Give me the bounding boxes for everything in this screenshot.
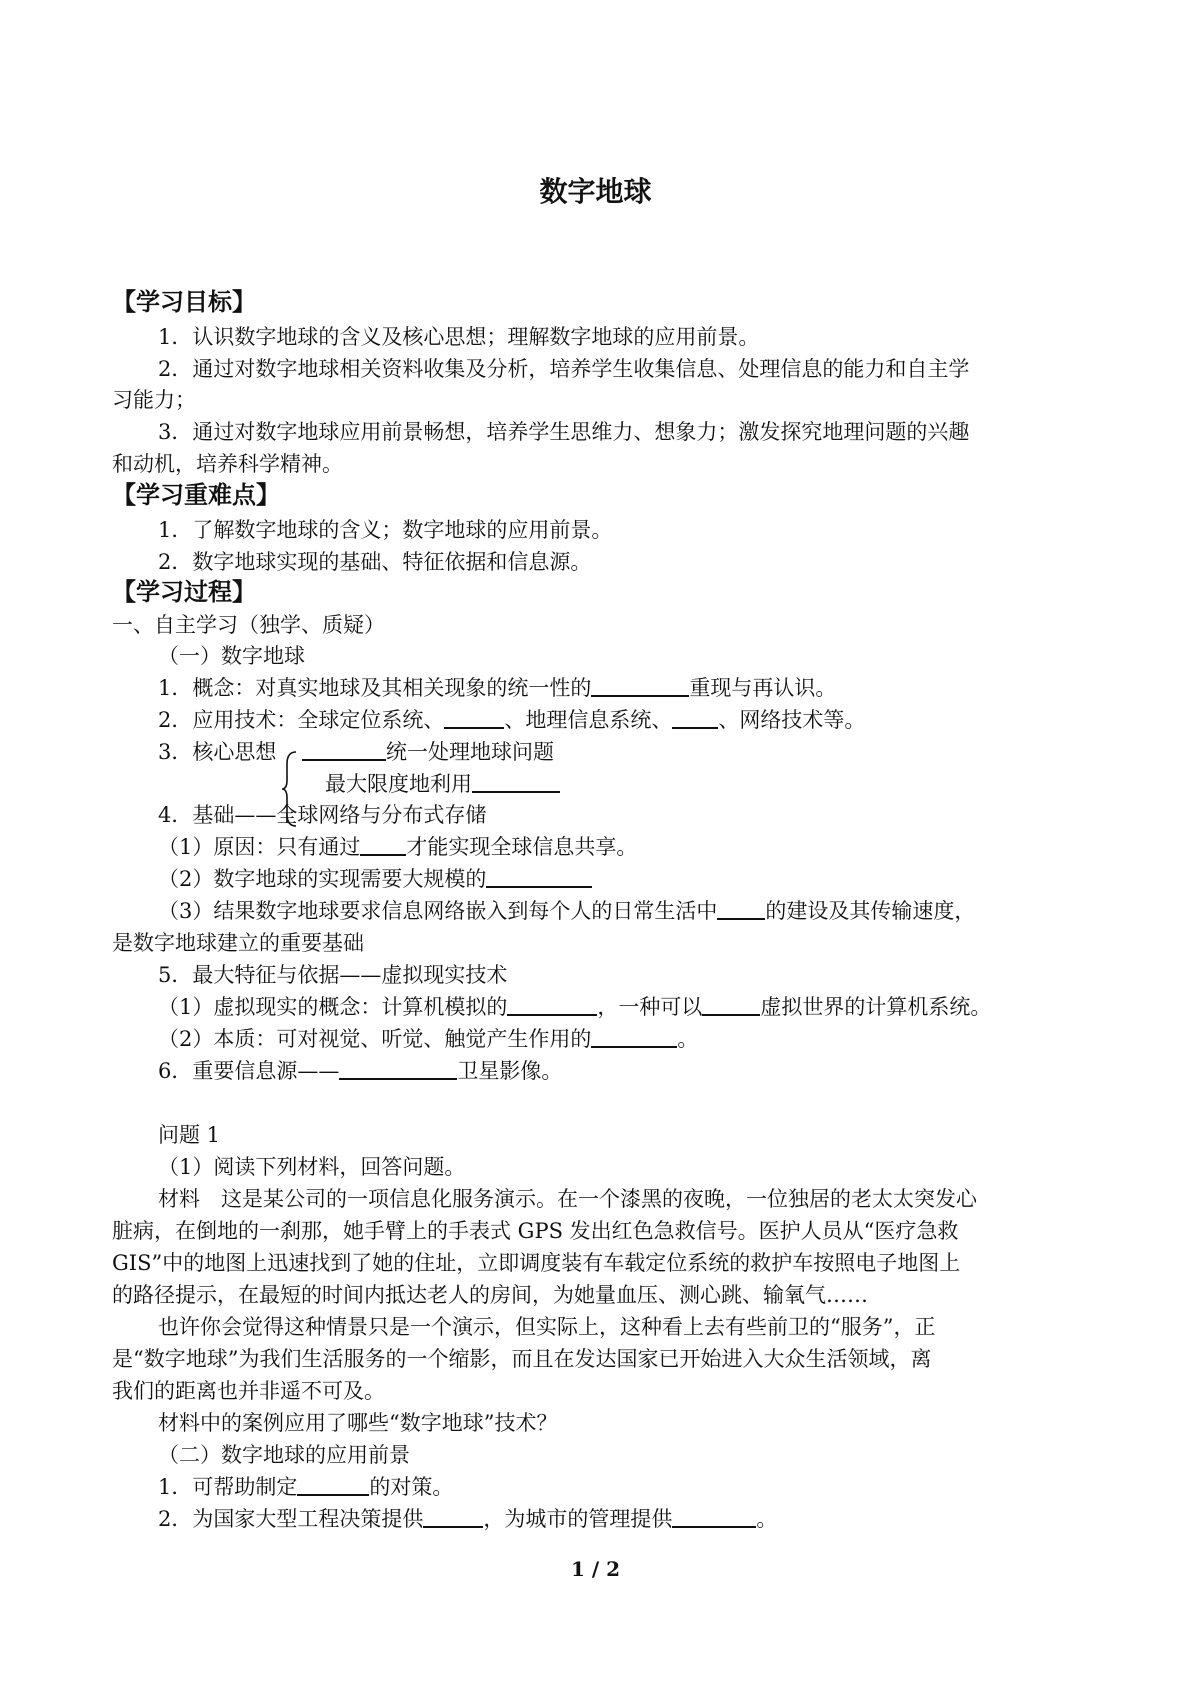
goal-1: 1．认识数字地球的含义及核心思想；理解数字地球的应用前景。: [158, 325, 760, 349]
basis-need: [158, 864, 592, 894]
material-line-4: 的路径提示，在最短的时间内抵达老人的房间，为她量血压、测心跳、输氧气……: [112, 1283, 868, 1307]
basis-heading: 4．基础——全球网络与分布式存储: [158, 803, 487, 827]
core-idea-2: [325, 769, 560, 799]
application-1: [158, 1472, 453, 1502]
keypoint-1: 1．了解数字地球的含义；数字地球的应用前景。: [158, 518, 613, 542]
vr-essence-end: 。: [677, 1027, 699, 1051]
goal-3a: 3．通过对数字地球应用前景畅想，培养学生思维力、想象力；激发探究地理问题的兴趣: [158, 420, 970, 444]
question-1-label: 问题 1: [158, 1123, 221, 1147]
material-line-6: 是“数字地球”为我们生活服务的一个缩影，而且在发达国家已开始进入大众生活领域，离: [112, 1347, 932, 1371]
vr-concept-text: （1）虚拟现实的概念：计算机模拟的: [158, 995, 508, 1019]
blank-5: [472, 771, 560, 793]
blank-11: [591, 1026, 677, 1048]
basis-reason-text: （1）原因：只有通过: [158, 835, 361, 859]
info-source-end: 卫星影像。: [457, 1059, 563, 1083]
basis-need-text: （2）数字地球的实现需要大规模的: [158, 867, 487, 891]
goal-2b: 习能力；: [112, 388, 196, 412]
basis-reason: [158, 832, 637, 862]
core-idea-label: 3．核心思想: [158, 740, 277, 764]
blank-10: [702, 994, 760, 1016]
application-1-end: 的对策。: [369, 1475, 454, 1499]
blank-14: [423, 1506, 483, 1528]
concept-text: 1．概念：对真实地球及其相关现象的统一性的: [158, 676, 592, 700]
blank-7: [486, 866, 592, 888]
blank-6: [360, 834, 406, 856]
material-line-5: 也许你会觉得这种情景只是一个演示，但实际上，这种看上去有些前卫的“服务”，正: [158, 1315, 936, 1339]
vr-concept-end: 虚拟世界的计算机系统。: [760, 995, 992, 1019]
vr-essence-text: （2）本质：可对视觉、听觉、触觉产生作用的: [158, 1027, 592, 1051]
blank-1: [591, 675, 689, 697]
material-line-7: 我们的距离也并非遥不可及。: [112, 1379, 385, 1403]
tech-text: 2．应用技术：全球定位系统、: [158, 708, 445, 732]
material-question: 材料中的案例应用了哪些“数字地球”技术？: [158, 1411, 558, 1435]
concept-text-end: 重现与再认识。: [689, 676, 837, 700]
blank-3: [672, 707, 718, 729]
section-heading-process: 【学习过程】: [112, 578, 256, 606]
info-source-text: 6．重要信息源——: [158, 1059, 340, 1083]
subsection-1: （一）数字地球: [158, 644, 305, 668]
blank-9: [507, 994, 597, 1016]
goal-2a: 2．通过对数字地球相关资料收集及分析，培养学生收集信息、处理信息的能力和自主学: [158, 357, 970, 381]
info-source: [158, 1056, 562, 1086]
core-idea-1: [302, 737, 554, 767]
application-1-text: 1．可帮助制定: [158, 1475, 298, 1499]
blank-2: [444, 707, 504, 729]
section-heading-goals: 【学习目标】: [112, 288, 256, 316]
doc-title: 数字地球: [539, 175, 652, 208]
material-line-3: GIS”中的地图上迅速找到了她的住址，立即调度装有车载定位系统的救护车按照电子地图上: [112, 1251, 961, 1275]
material-line-2: 脏病，在倒地的一刹那，她手臂上的手表式 GPS 发出红色急救信号。医护人员从“医疗急救: [112, 1219, 959, 1243]
application-2-mid: ，为城市的管理提供: [483, 1507, 673, 1531]
vr-essence: [158, 1024, 698, 1054]
blank-4: [302, 739, 386, 761]
basis-result-text: （3）结果数字地球要求信息网络嵌入到每个人的日常生活中: [158, 899, 718, 923]
part-one-heading: 一、自主学习（独学、质疑）: [112, 613, 385, 637]
blank-12: [339, 1058, 457, 1080]
basis-reason-end: 才能实现全球信息共享。: [406, 835, 638, 859]
subsection-2: （二）数字地球的应用前景: [158, 1443, 410, 1467]
feature-heading: 5．最大特征与依据——虚拟现实技术: [158, 963, 508, 987]
basis-result-end: 的建设及其传输速度，: [765, 899, 976, 923]
blank-15: [672, 1506, 756, 1528]
keypoint-2: 2．数字地球实现的基础、特征依据和信息源。: [158, 550, 592, 574]
tech-text-end: 、网络技术等。: [718, 708, 866, 732]
question-1-part-1: （1）阅读下列材料，回答问题。: [158, 1155, 466, 1179]
blank-13: [297, 1474, 369, 1496]
core-idea-2-text: 最大限度地利用: [325, 772, 472, 796]
application-2-end: 。: [756, 1507, 778, 1531]
goal-3b: 和动机，培养科学精神。: [112, 452, 343, 476]
application-2: [158, 1504, 777, 1534]
application-2-text: 2．为国家大型工程决策提供: [158, 1507, 424, 1531]
blank-8: [717, 898, 765, 920]
page-number: 1 / 2: [570, 1557, 621, 1581]
basis-result-cont: 是数字地球建立的重要基础: [112, 931, 364, 955]
vr-concept: [158, 992, 991, 1022]
concept-line: [158, 673, 836, 703]
vr-concept-mid: ，一种可以: [597, 995, 703, 1019]
basis-result: [158, 896, 975, 926]
tech-text-mid: 、地理信息系统、: [504, 708, 673, 732]
tech-line: [158, 705, 865, 735]
core-idea-1-text: 统一处理地球问题: [386, 740, 554, 764]
material-line-1: 材料 这是某公司的一项信息化服务演示。在一个漆黑的夜晚，一位独居的老太太突发心: [158, 1187, 977, 1211]
section-heading-keypoints: 【学习重难点】: [112, 481, 280, 509]
